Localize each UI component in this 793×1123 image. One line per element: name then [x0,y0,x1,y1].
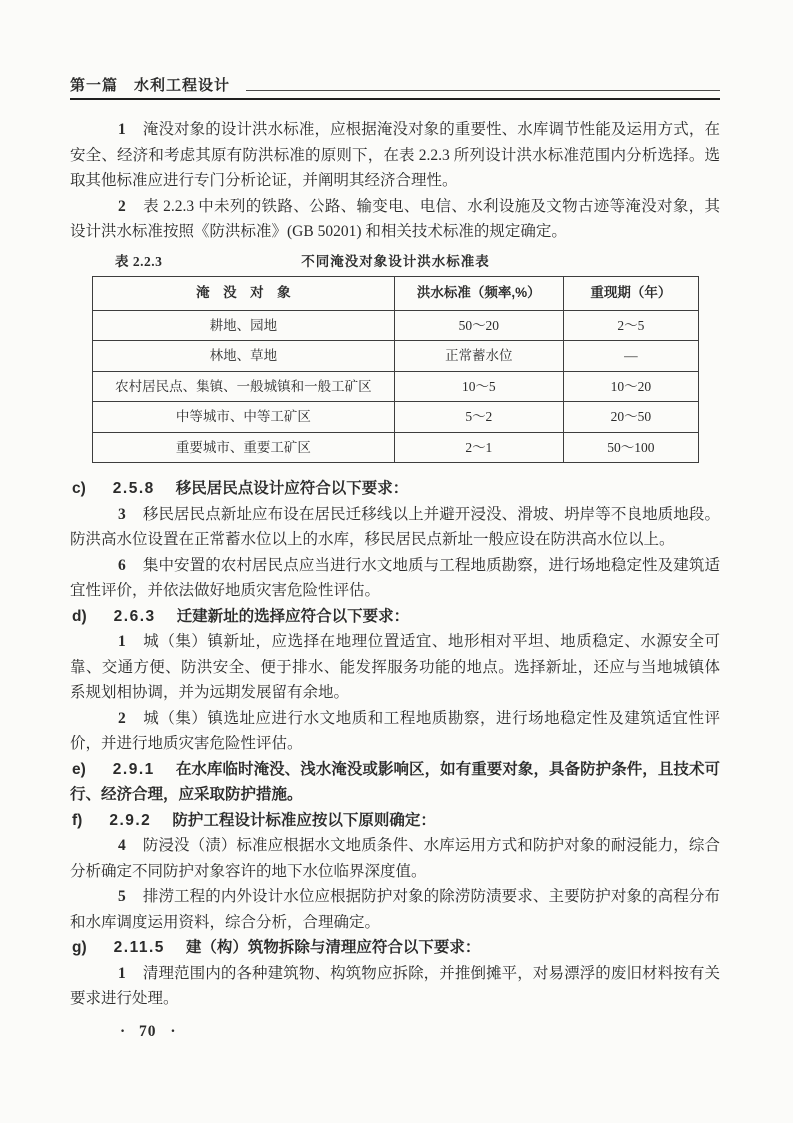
clause-code: 2.5.8 [112,480,155,497]
page-footer [120,1021,720,1043]
clause-letter: e) [72,760,86,778]
table-cell: 农村居民点、集镇、一般城镇和一般工矿区 [93,371,395,402]
paragraph-number: 2 [118,709,126,727]
table-cell: 20～50 [563,402,698,433]
paragraph-text: 表 2.2.3 中未列的铁路、公路、输变电、电信、水利设施及文物古迹等淹没对象，其设计洪水标准按照《防洪标准》(GB 50201) 和相关技术标准的规定确定。 [70,197,720,240]
table-cell: 50～100 [563,432,698,463]
clause-code: 2.9.1 [112,760,155,778]
table-header-row [93,276,699,310]
table-cell: 林地、草地 [93,341,395,372]
table-cell: 2～1 [394,432,563,463]
clause-letter: f) [72,811,83,829]
clause-text: 在水库临时淹没、浅水淹没或影响区，如有重要对象，具备防护条件，且技术可行、经济合理，应采取防护措施。 [70,760,720,803]
table-row [93,432,699,463]
paragraph-text: 淹没对象的设计洪水标准，应根据淹没对象的重要性、水库调节性能及运用方式，在安全、经济和考虑其原有防洪标准的原则下，在表 2.2.3 所列设计洪水标准范围内分析选择。选取其他标准应进行专门分析论证，并阐明其经济合理性。 [70,121,720,189]
footer-dot-left: · [120,1022,126,1040]
clause-code: 2.11.5 [113,939,165,956]
paragraph [70,553,720,604]
table-row [93,371,699,402]
clause-letter: c) [72,480,86,497]
flood-standard-table [92,276,699,464]
paragraph-text: 城（集）镇选址应进行水文地质和工程地质勘察，进行场地稳定性及建筑适宜性评价，并进行地质灾害危险性评估。 [70,709,720,752]
clause-2.6.3 [70,604,720,630]
paragraph-number: 1 [118,633,126,650]
paragraph-number: 4 [118,837,126,854]
paragraph [70,884,720,935]
clause-text: 迁建新址的选择应符合以下要求： [176,607,410,625]
paragraph-text: 防浸没（渍）标准应根据水文地质条件、水库运用方式和防护对象的耐浸能力，综合分析确定不同防护对象容许的地下水位临界深度值。 [70,837,720,880]
clause-code: 2.6.3 [113,607,156,625]
paragraph-number: 5 [118,888,126,905]
table-header-cell: 淹 没 对 象 [93,276,395,310]
clause-text: 建（构）筑物拆除与清理应符合以下要求： [185,939,481,956]
clause-2.9.1 [70,757,720,808]
paragraph-number: 6 [118,556,126,574]
paragraph [70,706,720,757]
paragraph [70,833,720,884]
table-cell: 50～20 [394,310,563,341]
table-row [93,341,699,372]
clause-letter: g) [72,939,87,956]
table-row [93,310,699,341]
clause-text: 防护工程设计标准应按以下原则确定： [172,811,436,829]
paragraph-text: 集中安置的农村居民点应当进行水文地质与工程地质勘察，进行场地稳定性及建筑适宜性评价，并依法做好地质灾害危险性评估。 [70,556,720,599]
flood-standard-table-block [92,250,699,464]
table-cell: 10～5 [394,371,563,402]
table-cell: 2～5 [563,310,698,341]
paragraph [70,117,720,194]
paragraph [70,502,720,553]
paragraph-number: 1 [118,121,126,138]
table-cell: — [563,341,698,372]
table-row [93,402,699,433]
paragraph [70,194,720,245]
table-label: 表 2.2.3 [115,253,163,269]
footer-dot-right: · [170,1022,176,1040]
paragraph [70,961,720,1012]
paragraph-text: 城（集）镇新址，应选择在地理位置适宜、地形相对平坦、地质稳定、水源安全可靠、交通方便、防洪安全、便于排水、能发挥服务功能的地点。选择新址，还应与当地城镇体系规划相协调，并为远期发展留有余地。 [70,633,720,701]
table-cell: 正常蓄水位 [394,341,563,372]
running-header [70,76,720,96]
page-number: 70 [139,1022,157,1040]
section-title: 第一篇 水利工程设计 [70,77,231,94]
paragraph-number: 1 [118,964,126,982]
clause-text: 移民居民点设计应符合以下要求： [175,480,409,497]
table-head [93,276,699,310]
table-cell: 10～20 [563,371,698,402]
table-caption [92,250,699,274]
paragraph-number: 3 [118,505,126,523]
table-cell: 5～2 [394,402,563,433]
paragraph-text: 排涝工程的内外设计水位应根据防护对象的除涝防渍要求、主要防护对象的高程分布和水库调度运用资料，综合分析，合理确定。 [70,888,720,931]
clause-2.9.2 [70,808,720,834]
table-cell: 耕地、园地 [93,310,395,341]
paragraph-text: 移民居民点新址应布设在居民迁移线以上并避开浸没、滑坡、坍岸等不良地质地段。防洪高水位设置在正常蓄水位以上的水库，移民居民点新址一般应设在防洪高水位以上。 [70,505,720,548]
table-cell: 重要城市、重要工矿区 [93,432,395,463]
clause-letter: d) [72,607,87,625]
table-body [93,310,699,463]
table-header-cell: 洪水标准（频率,%） [394,276,563,310]
table-header-cell: 重现期（年） [563,276,698,310]
clause-code: 2.9.2 [109,811,152,829]
table-cell: 中等城市、中等工矿区 [93,402,395,433]
paragraph-text: 清理范围内的各种建筑物、构筑物应拆除，并推倒摊平，对易漂浮的废旧材料按有关要求进行处理。 [70,964,720,1007]
table-title: 不同淹没对象设计洪水标准表 [301,253,490,269]
document-body [70,100,720,1012]
header-thin-rule [246,90,720,91]
paragraph-number: 2 [118,197,126,215]
clause-2.5.8 [70,476,720,502]
clause-2.11.5 [70,935,720,961]
paragraph [70,629,720,706]
